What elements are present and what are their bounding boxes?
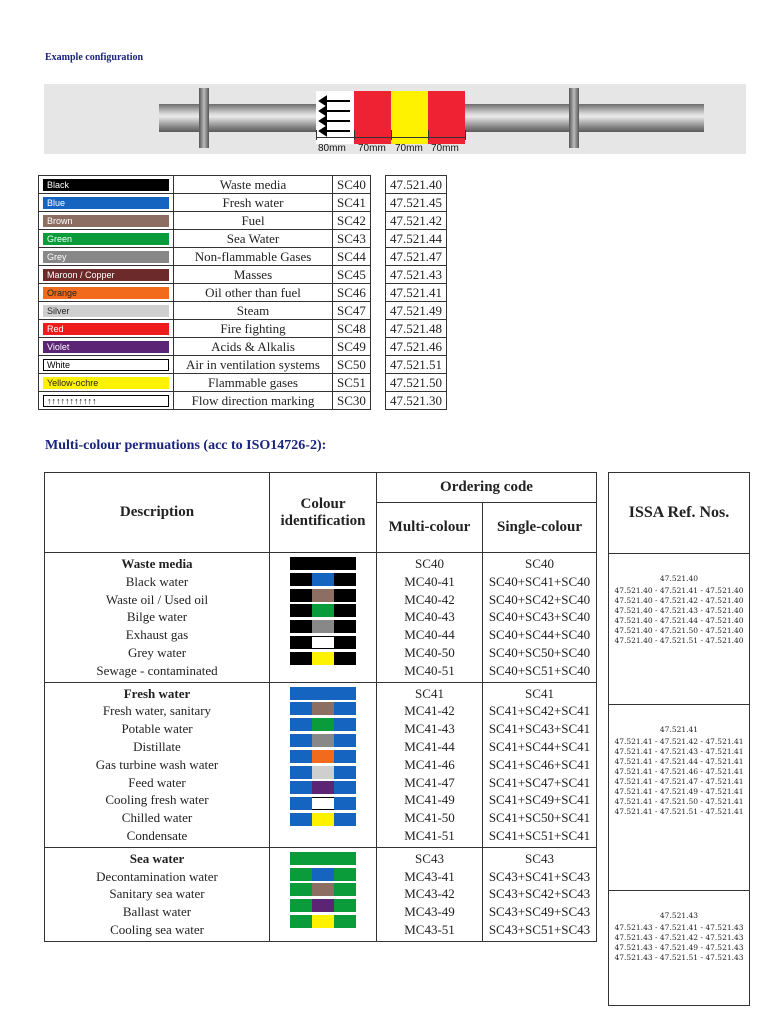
colour-bar: [290, 734, 356, 747]
colour-desc: Fuel: [174, 212, 333, 230]
swatch-cell: [39, 230, 174, 248]
single-code: SC40+SC41+SC40: [488, 573, 591, 589]
colour-row: [39, 248, 371, 266]
colour-desc: Masses: [174, 266, 333, 284]
multi-code: MC43-49: [404, 904, 455, 920]
ref-row: [386, 248, 447, 266]
issa-ref: 47.521.40 - 47.521.41 - 47.521.40: [614, 586, 744, 595]
multi-code: MC40-43: [404, 609, 455, 625]
single-code: SC41+SC49+SC41: [488, 792, 591, 808]
colour-swatch: ↑↑↑↑↑↑↑↑↑↑↑: [43, 395, 169, 407]
colour-swatch: Blue: [43, 197, 169, 209]
desc-cell: [45, 847, 270, 941]
colour-cell: [270, 553, 377, 683]
single-code: SC43+SC49+SC43: [488, 904, 591, 920]
issa-ref: 47.521.40 - 47.521.50 - 47.521.40: [614, 626, 744, 635]
issa-ref: 47.521.43 - 47.521.41 - 47.521.43: [614, 922, 744, 932]
colour-desc: Fire fighting: [174, 320, 333, 338]
swatch-cell: [39, 284, 174, 302]
colour-code: SC50: [333, 356, 371, 374]
swatch-cell: [39, 338, 174, 356]
colour-code: SC42: [333, 212, 371, 230]
colour-code: SC49: [333, 338, 371, 356]
multi-code: MC40-51: [404, 662, 455, 678]
colour-row: [39, 194, 371, 212]
swatch-cell: [39, 320, 174, 338]
colour-bar: [290, 620, 356, 633]
colour-row: [39, 392, 371, 410]
swatch-cell: [39, 212, 174, 230]
colour-desc: Sea Water: [174, 230, 333, 248]
issa-ref: 47.521.41 - 47.521.43 - 47.521.41: [614, 746, 744, 756]
issa-cell: [609, 890, 750, 1005]
issa-ref: 47.521.41 - 47.521.46 - 47.521.41: [614, 766, 744, 776]
issa-ref: 47.521.40 - 47.521.43 - 47.521.40: [614, 606, 744, 615]
colour-desc: Waste media: [174, 176, 333, 194]
colour-row: [39, 212, 371, 230]
swatch-cell: [39, 356, 174, 374]
colour-swatch: Yellow-ochre: [43, 377, 169, 389]
multi-code: MC41-50: [404, 810, 455, 826]
colour-code: SC45: [333, 266, 371, 284]
multi-code: MC43-51: [404, 921, 455, 937]
colour-code: SC48: [333, 320, 371, 338]
ref-row: [386, 284, 447, 302]
issa-ref: 47.521.40 - 47.521.42 - 47.521.40: [614, 596, 744, 605]
ref-number: 47.521.46: [386, 338, 447, 356]
colour-swatch: Green: [43, 233, 169, 245]
single-code: SC41+SC51+SC41: [488, 827, 591, 843]
ref-row: [386, 392, 447, 410]
swatch-cell: [39, 302, 174, 320]
description-text: Feed water: [128, 774, 186, 790]
description-text: Exhaust gas: [125, 627, 189, 643]
colour-bar: [290, 573, 356, 586]
single-code: SC40+SC43+SC40: [488, 609, 591, 625]
ref-number: 47.521.49: [386, 302, 447, 320]
single-code: SC40+SC50+SC40: [488, 644, 591, 660]
swatch-cell: [39, 176, 174, 194]
multi-code: MC41-49: [404, 792, 455, 808]
colour-swatch: Black: [43, 179, 169, 191]
single-code: SC40: [525, 556, 554, 571]
colour-code-table: [38, 175, 371, 410]
multi-code: SC40: [415, 556, 444, 571]
multi-code: MC43-42: [404, 886, 455, 902]
description-text: Bilge water: [126, 609, 188, 625]
ref-number: 47.521.42: [386, 212, 447, 230]
colour-code: SC47: [333, 302, 371, 320]
multi-cell: [377, 553, 483, 683]
multi-cell: [377, 847, 483, 941]
colour-swatch: Maroon / Copper: [43, 269, 169, 281]
issa-cell: [609, 704, 750, 890]
dim-tick: [354, 130, 355, 140]
colour-desc: Air in ventilation systems: [174, 356, 333, 374]
example-configuration-heading: Example configuration: [45, 52, 144, 63]
description-text: Fresh water, sanitary: [102, 703, 212, 719]
colour-bar: [290, 557, 356, 570]
single-code: SC40+SC42+SC40: [488, 591, 591, 607]
single-code: SC41+SC47+SC41: [488, 774, 591, 790]
dim-label: 70mm: [358, 143, 386, 154]
issa-ref: 47.521.41 - 47.521.44 - 47.521.41: [614, 756, 744, 766]
dim-tick: [465, 130, 466, 140]
colour-bar: [290, 883, 356, 896]
colour-bar: [290, 797, 356, 810]
multi-colour-heading: Multi-colour permuations (acc to ISO14726-2):: [45, 438, 327, 453]
multi-code: MC41-43: [404, 721, 455, 737]
single-code: SC43+SC42+SC43: [488, 886, 591, 902]
description-text: Cooling sea water: [110, 921, 204, 937]
description-text: Gas turbine wash water: [95, 756, 219, 772]
group-row: [45, 682, 597, 847]
ref-row: [386, 338, 447, 356]
description-text: Chilled water: [121, 810, 193, 826]
colour-row: [39, 356, 371, 374]
description-text: Sea water: [129, 850, 185, 866]
multi-code: MC43-41: [404, 868, 455, 884]
description-text: Distillate: [133, 738, 181, 754]
ref-number: 47.521.30: [386, 392, 447, 410]
description-text: Black water: [125, 573, 189, 589]
ref-row: [386, 374, 447, 392]
colour-cell: [270, 682, 377, 847]
ref-row: [386, 356, 447, 374]
single-code: SC41+SC43+SC41: [488, 721, 591, 737]
single-code: SC41+SC46+SC41: [488, 756, 591, 772]
multi-code: MC40-44: [404, 627, 455, 643]
description-text: Ballast water: [122, 904, 192, 920]
description-text: Fresh water: [123, 685, 191, 701]
multi-colour-table: [44, 472, 597, 942]
colour-code: SC30: [333, 392, 371, 410]
group-row: [45, 553, 597, 683]
ref-number: 47.521.50: [386, 374, 447, 392]
multi-code: MC41-44: [404, 738, 455, 754]
multi-code: MC41-42: [404, 703, 455, 719]
issa-group-row: [609, 890, 750, 1005]
swatch-cell: [39, 374, 174, 392]
ref-number: 47.521.40: [386, 176, 447, 194]
pipe-flange-left: [199, 88, 209, 148]
ref-number: 47.521.41: [386, 284, 447, 302]
colour-bar: [290, 636, 356, 649]
colour-row: [39, 284, 371, 302]
colour-bar: [290, 702, 356, 715]
dim-label: 80mm: [318, 143, 346, 154]
dim-tick: [428, 130, 429, 140]
ref-row: [386, 320, 447, 338]
colour-row: [39, 230, 371, 248]
dim-tick: [316, 130, 317, 140]
single-code: SC43+SC41+SC43: [488, 868, 591, 884]
multi-code: MC41-46: [404, 756, 455, 772]
colour-swatch: Orange: [43, 287, 169, 299]
description-text: Potable water: [121, 721, 193, 737]
colour-code: SC43: [333, 230, 371, 248]
colour-code: SC40: [333, 176, 371, 194]
issa-ref: 47.521.41 - 47.521.50 - 47.521.41: [614, 796, 744, 806]
single-code: SC41: [525, 685, 554, 701]
issa-ref-table: [608, 472, 750, 1006]
single-code: SC40+SC51+SC40: [488, 662, 591, 678]
single-cell: [483, 847, 597, 941]
colour-desc: Flow direction marking: [174, 392, 333, 410]
ref-number: 47.521.47: [386, 248, 447, 266]
colour-cell: [270, 847, 377, 941]
ref-number: 47.521.48: [386, 320, 447, 338]
ref-number: 47.521.51: [386, 356, 447, 374]
ref-row: [386, 212, 447, 230]
col-issa: ISSA Ref. Nos.: [609, 473, 750, 554]
ref-number: 47.521.43: [386, 266, 447, 284]
colour-row: [39, 302, 371, 320]
colour-swatch: Grey: [43, 251, 169, 263]
ref-row: [386, 302, 447, 320]
issa-ref: 47.521.43 - 47.521.51 - 47.521.43: [614, 952, 744, 962]
multi-code: MC40-50: [404, 644, 455, 660]
colour-desc: Flammable gases: [174, 374, 333, 392]
colour-row: [39, 338, 371, 356]
issa-ref: 47.521.41 - 47.521.42 - 47.521.41: [614, 736, 744, 746]
colour-bar: [290, 589, 356, 602]
issa-group-row: [609, 704, 750, 890]
colour-row: [39, 266, 371, 284]
ref-number: 47.521.44: [386, 230, 447, 248]
multi-cell: [377, 682, 483, 847]
colour-row: [39, 320, 371, 338]
issa-cell: [609, 554, 750, 705]
multi-code: MC40-41: [404, 573, 455, 589]
colour-desc: Oil other than fuel: [174, 284, 333, 302]
ref-row: [386, 176, 447, 194]
colour-desc: Non-flammable Gases: [174, 248, 333, 266]
multi-code: SC41: [415, 685, 444, 701]
group-row: [45, 847, 597, 941]
description-text: Sanitary sea water: [109, 886, 205, 902]
colour-ref-table: [385, 175, 447, 410]
colour-code: SC46: [333, 284, 371, 302]
description-text: Sewage - contaminated: [96, 662, 218, 678]
colour-bar: [290, 813, 356, 826]
colour-bar: [290, 718, 356, 731]
colour-code: SC41: [333, 194, 371, 212]
issa-ref: 47.521.41 - 47.521.51 - 47.521.41: [614, 806, 744, 816]
issa-ref: 47.521.40 - 47.521.44 - 47.521.40: [614, 616, 744, 625]
issa-ref: 47.521.40 - 47.521.51 - 47.521.40: [614, 636, 744, 645]
pipe-flange-right: [569, 88, 579, 148]
colour-bar: [290, 915, 356, 928]
colour-bar: [290, 750, 356, 763]
colour-code: SC44: [333, 248, 371, 266]
colour-swatch: Violet: [43, 341, 169, 353]
colour-bar: [290, 766, 356, 779]
colour-desc: Fresh water: [174, 194, 333, 212]
single-code: SC43+SC51+SC43: [488, 921, 591, 937]
issa-ref: 47.521.40: [659, 574, 699, 583]
single-code: SC41+SC42+SC41: [488, 703, 591, 719]
multi-code: MC41-51: [404, 827, 455, 843]
colour-row: [39, 176, 371, 194]
multi-code: MC40-42: [404, 591, 455, 607]
colour-bar: [290, 687, 356, 700]
multi-code: SC43: [415, 850, 444, 866]
single-code: SC41+SC44+SC41: [488, 738, 591, 754]
colour-desc: Acids & Alkalis: [174, 338, 333, 356]
colour-swatch: Red: [43, 323, 169, 335]
dim-label: 70mm: [395, 143, 423, 154]
colour-bar: [290, 781, 356, 794]
colour-bar: [290, 852, 356, 865]
ref-row: [386, 266, 447, 284]
col-description: Description: [45, 473, 270, 553]
colour-row: [39, 374, 371, 392]
single-code: SC41+SC50+SC41: [488, 810, 591, 826]
dim-line: [316, 137, 465, 138]
swatch-cell: [39, 392, 174, 410]
swatch-cell: [39, 266, 174, 284]
single-code: SC40+SC44+SC40: [488, 627, 591, 643]
col-single-colour: Single-colour: [483, 503, 597, 553]
issa-ref: 47.521.41 - 47.521.47 - 47.521.41: [614, 776, 744, 786]
description-text: Waste oil / Used oil: [105, 591, 209, 607]
colour-bar: [290, 652, 356, 665]
colour-swatch: Silver: [43, 305, 169, 317]
description-text: Cooling fresh water: [105, 792, 209, 808]
col-ordering-code: Ordering code: [377, 473, 597, 503]
issa-ref: 47.521.43 - 47.521.49 - 47.521.43: [614, 942, 744, 952]
desc-cell: [45, 682, 270, 847]
ref-row: [386, 194, 447, 212]
issa-ref: 47.521.41 - 47.521.49 - 47.521.41: [614, 786, 744, 796]
colour-code: SC51: [333, 374, 371, 392]
col-multi-colour: Multi-colour: [377, 503, 483, 553]
issa-ref: 47.521.43 - 47.521.42 - 47.521.43: [614, 932, 744, 942]
ref-row: [386, 230, 447, 248]
col-colour-id: Colour identification: [270, 473, 377, 553]
colour-bar: [290, 868, 356, 881]
description-text: Waste media: [121, 556, 193, 571]
colour-bar: [290, 604, 356, 617]
single-cell: [483, 553, 597, 683]
desc-cell: [45, 553, 270, 683]
dim-tick: [391, 130, 392, 140]
colour-swatch: Brown: [43, 215, 169, 227]
issa-group-row: [609, 554, 750, 705]
description-text: Decontamination water: [96, 868, 218, 884]
single-cell: [483, 682, 597, 847]
swatch-cell: [39, 248, 174, 266]
colour-swatch: White: [43, 359, 169, 371]
issa-ref: 47.521.43: [659, 910, 699, 920]
issa-ref: 47.521.41: [659, 724, 699, 734]
description-text: Condensate: [126, 827, 188, 843]
swatch-cell: [39, 194, 174, 212]
colour-bar: [290, 899, 356, 912]
multi-code: MC41-47: [404, 774, 455, 790]
colour-desc: Steam: [174, 302, 333, 320]
single-code: SC43: [525, 850, 554, 866]
ref-number: 47.521.45: [386, 194, 447, 212]
description-text: Grey water: [127, 644, 187, 660]
dim-label: 70mm: [431, 143, 459, 154]
